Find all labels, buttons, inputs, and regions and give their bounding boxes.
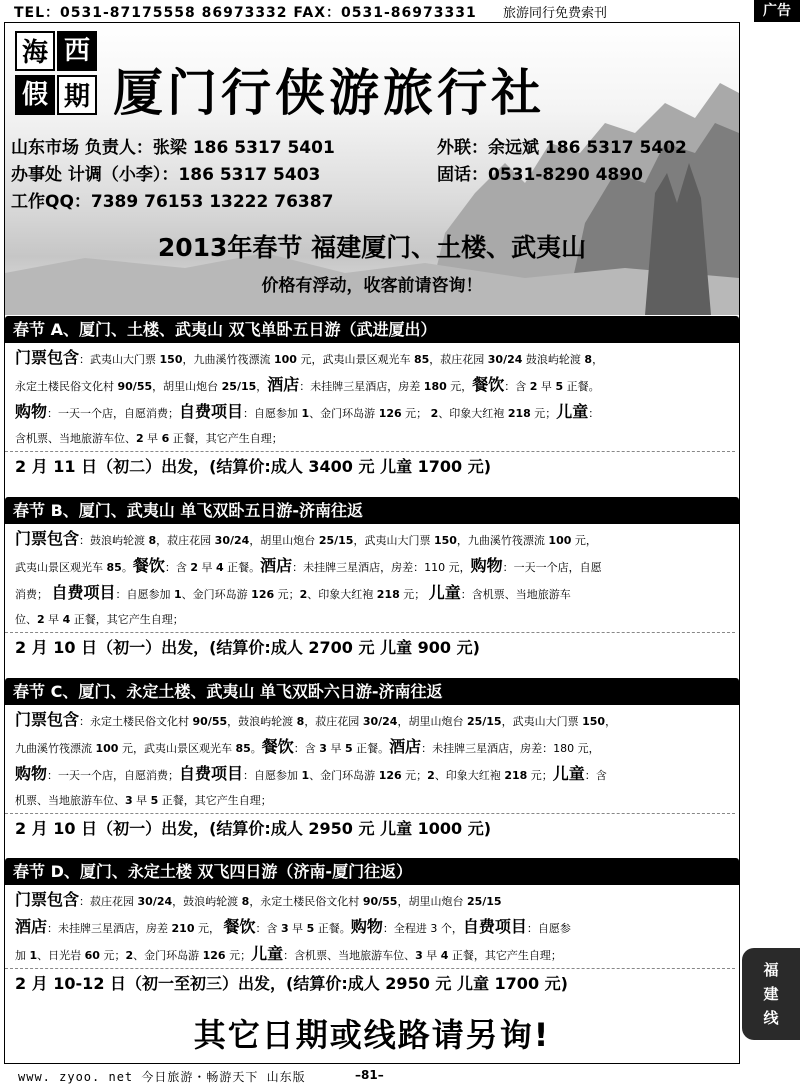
footer-website: www. zyoo. net 今日旅游・畅游天下 山东版	[18, 1070, 306, 1084]
detail-key: 餐饮	[132, 556, 165, 575]
contact-external: 外联：余远斌 186 5317 5402	[437, 138, 687, 158]
detail-text: 2	[190, 561, 198, 574]
detail-text: 正餐，其它产生自理；	[158, 794, 272, 807]
detail-text: 。	[121, 561, 133, 574]
detail-text: ：含机票、当地旅游车位、	[283, 949, 416, 962]
detail-text: ：含	[584, 769, 607, 782]
detail-text: 3	[319, 742, 327, 755]
detail-text: 85	[235, 742, 251, 755]
detail-text: ：自愿参加	[243, 769, 302, 782]
main-title: 2013年春节 福建厦门、土楼、武夷山	[157, 233, 587, 262]
detail-text: 90/55	[192, 715, 228, 728]
detail-line	[15, 426, 731, 451]
detail-text: 25/15	[466, 895, 502, 908]
footer	[0, 1066, 800, 1086]
detail-text: ，九曲溪竹筏漂流	[456, 534, 549, 547]
detail-key: 购物	[15, 402, 48, 421]
detail-text: 1	[174, 588, 182, 601]
detail-text: 4	[215, 561, 224, 574]
detail-text: 30/24	[214, 534, 250, 547]
tour-details	[5, 885, 739, 968]
detail-line	[15, 607, 731, 632]
detail-text: 180	[423, 380, 447, 393]
detail-text: 早	[326, 742, 345, 755]
detail-line	[15, 761, 731, 788]
detail-line	[15, 580, 731, 607]
top-contact-bar	[0, 0, 800, 22]
fujian-route-tab	[742, 948, 800, 1040]
detail-text: 1	[29, 949, 38, 962]
detail-text: 3	[125, 794, 133, 807]
detail-text: 位、	[15, 613, 37, 626]
detail-text: 85	[106, 561, 122, 574]
tour-title: 春节 D、厦门、永定土楼 双飞四日游（济南-厦门往返）	[5, 858, 739, 885]
detail-line	[15, 707, 731, 734]
tab-char: 福	[763, 961, 779, 979]
detail-text: 早	[422, 949, 441, 962]
detail-key: 门票包含	[15, 710, 80, 729]
detail-text: ，	[256, 380, 268, 393]
detail-text: 8	[296, 715, 305, 728]
detail-text: ：菽庄花园	[79, 895, 138, 908]
logo	[15, 31, 101, 119]
logo-char: 西	[57, 31, 97, 71]
detail-text: 60	[84, 949, 100, 962]
detail-text: ：未挂牌三星酒店，房差	[47, 922, 172, 935]
detail-key: 酒店	[260, 556, 293, 575]
detail-text: ：未挂牌三星酒店，房差：110 元，	[292, 561, 471, 574]
detail-text: ，九曲溪竹筏漂流	[182, 353, 274, 366]
detail-key: 门票包含	[15, 890, 80, 909]
detail-text: 正餐。	[352, 742, 390, 755]
detail-key: 酒店	[389, 737, 422, 756]
tour-a	[5, 316, 739, 482]
detail-text: ：武夷山大门票	[79, 353, 160, 366]
detail-line	[15, 734, 731, 761]
detail-text: 126	[378, 407, 402, 420]
tour-details	[5, 524, 739, 632]
detail-text: 5	[150, 794, 159, 807]
contact-phone-fax: TEL：0531-87175558 86973332 FAX：0531-86973331	[14, 5, 477, 21]
contact-sales-manager: 山东市场 负责人：张梁 186 5317 5401	[11, 138, 335, 158]
detail-text: ，	[605, 715, 617, 728]
detail-line	[15, 887, 731, 914]
detail-text: 鼓浪屿轮渡	[522, 353, 585, 366]
detail-key: 购物	[470, 556, 503, 575]
detail-text: ，菽庄花园	[304, 715, 363, 728]
detail-key: 自费项目	[179, 402, 244, 421]
tour-title: 春节 C、厦门、永定土楼、武夷山 单飞双卧六日游-济南往返	[5, 678, 739, 705]
detail-text: 早	[537, 380, 556, 393]
detail-text: 正餐。	[563, 380, 600, 393]
detail-text: 100	[95, 742, 119, 755]
detail-key: 餐饮	[472, 375, 505, 394]
detail-key: 儿童	[428, 583, 461, 602]
tour-b	[5, 497, 739, 663]
detail-text: 、印象大红袍	[307, 588, 377, 601]
detail-key: 自费项目	[179, 764, 244, 783]
header-banner	[5, 23, 739, 315]
page-number: –81–	[355, 1068, 384, 1082]
tour-title: 春节 A、厦门、土楼、武夷山 双飞单卧五日游（武进厦出）	[5, 316, 739, 343]
detail-key: 购物	[350, 917, 383, 936]
detail-text: 、金门环岛游	[309, 769, 379, 782]
detail-text: 2	[430, 407, 439, 420]
detail-text: ，胡里山炮台	[152, 380, 222, 393]
detail-text: 1	[301, 769, 310, 782]
detail-text: 正餐，其它产生自理；	[70, 613, 184, 626]
detail-text: 5	[555, 380, 564, 393]
logo-char: 期	[57, 75, 97, 115]
detail-text: 85	[413, 353, 430, 366]
detail-text: ，菽庄花园	[429, 353, 488, 366]
detail-text: 、金门环岛游	[133, 949, 203, 962]
detail-text: ：含	[164, 561, 191, 574]
detail-text: 2	[37, 613, 45, 626]
tour-departure-price: 2 月 10 日（初一）出发，(结算价:成人 2700 元 儿童 900 元)	[5, 632, 735, 663]
detail-text: 元；	[401, 407, 431, 420]
detail-text: ：含	[293, 742, 320, 755]
detail-text: 含机票、当地旅游车位、	[15, 432, 136, 445]
detail-text: 机票、当地旅游车位、	[15, 794, 125, 807]
detail-text: 元，	[571, 534, 597, 547]
detail-text: 元；	[527, 769, 553, 782]
detail-text: ，胡里山炮台	[249, 534, 319, 547]
detail-text: 早	[44, 613, 63, 626]
detail-text: ：一天一个店，自愿消费；	[47, 407, 180, 420]
detail-text: 218	[376, 588, 400, 601]
detail-text: 、印象大红袍	[438, 407, 508, 420]
detail-text: 2	[299, 588, 308, 601]
detail-text: 100	[273, 353, 297, 366]
detail-text: 210	[171, 922, 195, 935]
detail-text: ：含	[255, 922, 281, 935]
detail-text: 90/55	[362, 895, 398, 908]
detail-text: 25/15	[466, 715, 502, 728]
free-label: 旅游同行免费索刊	[503, 6, 608, 21]
tour-departure-price: 2 月 11 日（初二）出发，(结算价:成人 3400 元 儿童 1700 元)	[5, 451, 735, 482]
tour-d	[5, 858, 739, 999]
detail-text: 加	[15, 949, 30, 962]
tab-char: 线	[763, 1009, 779, 1027]
detail-text: 元，	[446, 380, 473, 393]
detail-text: 、金门环岛游	[309, 407, 379, 420]
detail-text: ：含机票、当地旅游车	[460, 588, 571, 601]
agency-name: 厦门行侠游旅行社	[113, 63, 545, 122]
detail-text: 150	[433, 534, 457, 547]
detail-key: 酒店	[267, 375, 300, 394]
detail-text: 元；	[225, 949, 252, 962]
detail-text: 元；	[530, 407, 557, 420]
detail-text: ：永定土楼民俗文化村	[79, 715, 193, 728]
detail-line	[15, 553, 731, 580]
detail-line	[15, 914, 731, 941]
detail-key: 儿童	[556, 402, 589, 421]
detail-text: 2	[136, 432, 144, 445]
detail-text: 正餐。	[314, 922, 351, 935]
detail-text: 2	[529, 380, 538, 393]
detail-text: 、印象大红袍	[434, 769, 505, 782]
detail-text: 30/24	[137, 895, 173, 908]
detail-text: ，胡里山炮台	[397, 715, 467, 728]
detail-text: 8	[148, 534, 157, 547]
detail-text: 5	[306, 922, 315, 935]
detail-text: ，武夷山大门票	[501, 715, 583, 728]
detail-text: 1	[301, 407, 310, 420]
detail-key: 餐饮	[261, 737, 294, 756]
detail-line	[15, 399, 731, 426]
tour-departure-price: 2 月 10-12 日（初一至初三）出发，(结算价:成人 2950 元 儿童 1700 元)	[5, 968, 735, 999]
detail-text: ，鼓浪屿轮渡	[172, 895, 242, 908]
detail-text: 2	[125, 949, 134, 962]
detail-text: 8	[584, 353, 593, 366]
detail-text: 126	[202, 949, 226, 962]
detail-text: 8	[241, 895, 250, 908]
detail-text: 6	[161, 432, 170, 445]
detail-text: 2	[427, 769, 435, 782]
detail-key: 儿童	[251, 944, 284, 963]
detail-text: 150	[582, 715, 606, 728]
tour-departure-price: 2 月 10 日（初一）出发，(结算价:成人 2950 元 儿童 1000 元)	[5, 813, 735, 844]
detail-text: ，鼓浪屿轮渡	[227, 715, 297, 728]
detail-text: ，武夷山大门票	[353, 534, 434, 547]
detail-text: 元，武夷山景区观光车	[296, 353, 414, 366]
detail-text: 150	[159, 353, 183, 366]
detail-text: 消费；	[15, 588, 52, 601]
detail-text: ：自愿参	[526, 922, 571, 935]
detail-line	[15, 526, 731, 553]
detail-text: 218	[507, 407, 531, 420]
detail-text: ，	[592, 353, 604, 366]
detail-text: 4	[62, 613, 71, 626]
detail-key: 门票包含	[15, 348, 80, 367]
tour-details	[5, 343, 739, 451]
detail-text: 25/15	[221, 380, 257, 393]
detail-text: ：未挂牌三星酒店，房差	[299, 380, 424, 393]
detail-text: 永定土楼民俗文化村	[15, 380, 118, 393]
detail-text: 元；	[401, 769, 428, 782]
detail-text: ：一天一个店，自愿消费；	[47, 769, 180, 782]
detail-text: ：全程进 3 个，	[382, 922, 463, 935]
detail-text: 3	[281, 922, 289, 935]
detail-line	[15, 941, 731, 968]
detail-text: 30/24	[362, 715, 398, 728]
contact-qq: 工作QQ：7389 76153 13222 76387	[11, 192, 334, 212]
sub-title: 价格有浮动，收客前请咨询！	[261, 276, 483, 296]
detail-text: 5	[344, 742, 353, 755]
ad-badge: 广告	[754, 0, 800, 22]
detail-text: 正餐。	[223, 561, 261, 574]
contact-office: 办事处 计调（小李）：186 5317 5403	[11, 165, 321, 185]
detail-text: 、日光岩	[37, 949, 85, 962]
detail-key: 购物	[15, 764, 48, 783]
detail-key: 儿童	[552, 764, 585, 783]
detail-line	[15, 345, 731, 372]
detail-text: 100	[548, 534, 572, 547]
inquiry-banner: 其它日期或线路请另询!	[193, 1016, 551, 1054]
detail-text: ：未挂牌三星酒店，房差：180 元，	[421, 742, 600, 755]
contact-landline: 固话：0531-8290 4890	[437, 165, 643, 185]
detail-text: ：	[588, 407, 600, 420]
detail-text: 30/24	[487, 353, 523, 366]
detail-text: 九曲溪竹筏漂流	[15, 742, 96, 755]
detail-text: ，胡里山炮台	[397, 895, 467, 908]
detail-key: 自费项目	[51, 583, 116, 602]
detail-text: 早	[197, 561, 216, 574]
detail-text: 正餐，其它产生自理；	[448, 949, 562, 962]
detail-text: 正餐，其它产生自理；	[169, 432, 283, 445]
detail-text: ：一天一个店，自愿	[502, 561, 602, 574]
tab-char: 建	[763, 985, 779, 1003]
detail-text: 武夷山景区观光车	[15, 561, 107, 574]
logo-char: 假	[15, 75, 55, 115]
detail-text: ：鼓浪屿轮渡	[79, 534, 149, 547]
detail-text: 元，武夷山景区观光车	[118, 742, 236, 755]
tour-details	[5, 705, 739, 813]
detail-text: ：自愿参加	[243, 407, 302, 420]
detail-text: 218	[504, 769, 528, 782]
detail-text: 。	[250, 742, 262, 755]
detail-line	[15, 788, 731, 813]
detail-text: 、金门环岛游	[181, 588, 252, 601]
detail-text: 3	[415, 949, 423, 962]
detail-text: ，永定土楼民俗文化村	[249, 895, 363, 908]
detail-text: 早	[143, 432, 162, 445]
detail-text: 90/55	[117, 380, 153, 393]
detail-text: 元；	[274, 588, 300, 601]
detail-key: 酒店	[15, 917, 48, 936]
detail-text: 25/15	[318, 534, 354, 547]
logo-char: 海	[15, 31, 55, 71]
detail-text: ：含	[504, 380, 530, 393]
detail-text: 126	[378, 769, 402, 782]
detail-text: 元；	[399, 588, 429, 601]
detail-key: 门票包含	[15, 529, 80, 548]
detail-key: 自费项目	[462, 917, 527, 936]
detail-text: 早	[288, 922, 307, 935]
detail-text: 4	[440, 949, 449, 962]
detail-key: 餐饮	[223, 917, 256, 936]
detail-text: ：自愿参加	[115, 588, 175, 601]
detail-text: 早	[132, 794, 151, 807]
detail-line	[15, 372, 731, 399]
tour-c	[5, 678, 739, 844]
detail-text: 元；	[99, 949, 126, 962]
tour-title: 春节 B、厦门、武夷山 单飞双卧五日游-济南往返	[5, 497, 739, 524]
detail-text: ，菽庄花园	[156, 534, 215, 547]
detail-text: 126	[251, 588, 275, 601]
detail-text: 元，	[194, 922, 224, 935]
